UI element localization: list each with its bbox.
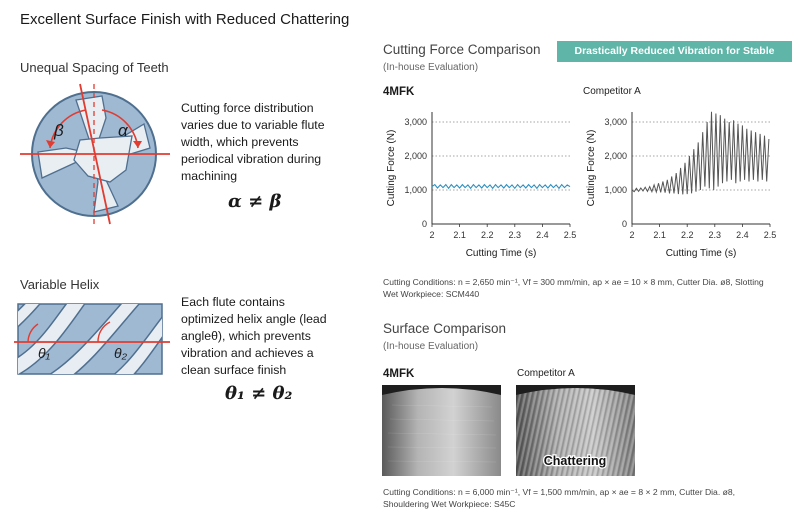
x-axis-label: Cutting Time (s)	[665, 248, 737, 259]
y-axis-label: Cutting Force (N)	[586, 129, 597, 207]
cutting-force-conditions: Cutting Conditions: n = 2,650 min⁻¹, Vf = 300 mm/min, ap × ae = 10 × 8 mm, Cutter Dia. ø8, Slotting Wet Workpiece: SCM440	[383, 277, 764, 299]
x-tick-label: 2.4	[536, 230, 549, 240]
y-tick-label: 0	[621, 219, 627, 229]
unequal-spacing-description: Cutting force distribution varies due to variable flute width, which prevents periodical vibration during machining	[181, 101, 325, 183]
surface-comparison-heading: Surface Comparison	[383, 321, 507, 336]
x-tick-label: 2	[629, 230, 635, 240]
y-tick-label: 3,000	[604, 117, 627, 127]
theta2-label: θ₂	[114, 345, 127, 361]
x-tick-label: 2	[429, 230, 435, 240]
y-tick-label: 3,000	[404, 117, 427, 127]
x-tick-label: 2.5	[763, 230, 777, 240]
variable-helix-heading: Variable Helix	[20, 277, 100, 292]
x-tick-label: 2.3	[508, 230, 522, 240]
x-axis-label: Cutting Time (s)	[465, 248, 537, 259]
formula-theta: θ₁ ≠ θ₂	[225, 383, 293, 404]
beta-label: β	[54, 121, 64, 140]
helix-diagram	[14, 298, 174, 380]
series-line-competitor-a	[632, 112, 769, 195]
chart-competitor-a	[580, 104, 780, 270]
unequal-spacing-heading: Unequal Spacing of Teeth	[20, 60, 169, 75]
chart2-label: Competitor A	[583, 86, 641, 97]
y-tick-label: 1,000	[404, 185, 427, 195]
variable-helix-description: Each flute contains optimized helix angle (lead angleθ), which prevents vibration and achieves a clean surface finish	[181, 295, 327, 377]
chart-4mfk	[380, 104, 580, 270]
x-tick-label: 2.1	[453, 230, 466, 240]
series-line-4mfk	[432, 185, 570, 189]
cross-section-diagram	[14, 78, 174, 228]
y-tick-label: 0	[421, 219, 427, 229]
x-tick-label: 2.4	[736, 230, 749, 240]
formula-alpha-beta: α ≠ β	[228, 191, 282, 212]
y-axis-label: Cutting Force (N)	[386, 129, 397, 207]
chart1-label: 4MFK	[383, 86, 415, 98]
x-tick-label: 2.3	[708, 230, 722, 240]
x-tick-label: 2.1	[653, 230, 666, 240]
alpha-label: α	[118, 121, 128, 140]
surface-conditions: Cutting Conditions: n = 6,000 min⁻¹, Vf = 1,500 mm/min, ap × ae = 8 × 2 mm, Cutter Dia. ø8, Shouldering Wet Workpiece: S45C	[383, 487, 736, 509]
vibration-badge: Drastically Reduced Vibration for Stable Machining	[557, 41, 792, 62]
surface-photo-competitor-a	[516, 385, 635, 476]
y-tick-label: 1,000	[604, 185, 627, 195]
surface-label-competitor: Competitor A	[517, 368, 575, 379]
y-tick-label: 2,000	[604, 151, 627, 161]
surface-label-4mfk: 4MFK	[383, 368, 415, 380]
cutting-force-subheading: (In-house Evaluation)	[383, 62, 479, 73]
chattering-label: Chattering	[543, 454, 607, 468]
page-title: Excellent Surface Finish with Reduced Chattering	[20, 11, 350, 28]
surface-comparison-subheading: (In-house Evaluation)	[383, 341, 479, 352]
x-tick-label: 2.5	[563, 230, 577, 240]
cutting-force-heading: Cutting Force Comparison	[383, 42, 541, 57]
x-tick-label: 2.2	[680, 230, 694, 240]
theta1-label: θ₁	[38, 345, 51, 361]
y-tick-label: 2,000	[404, 151, 427, 161]
x-tick-label: 2.2	[480, 230, 494, 240]
surface-photo-4mfk	[382, 385, 501, 476]
